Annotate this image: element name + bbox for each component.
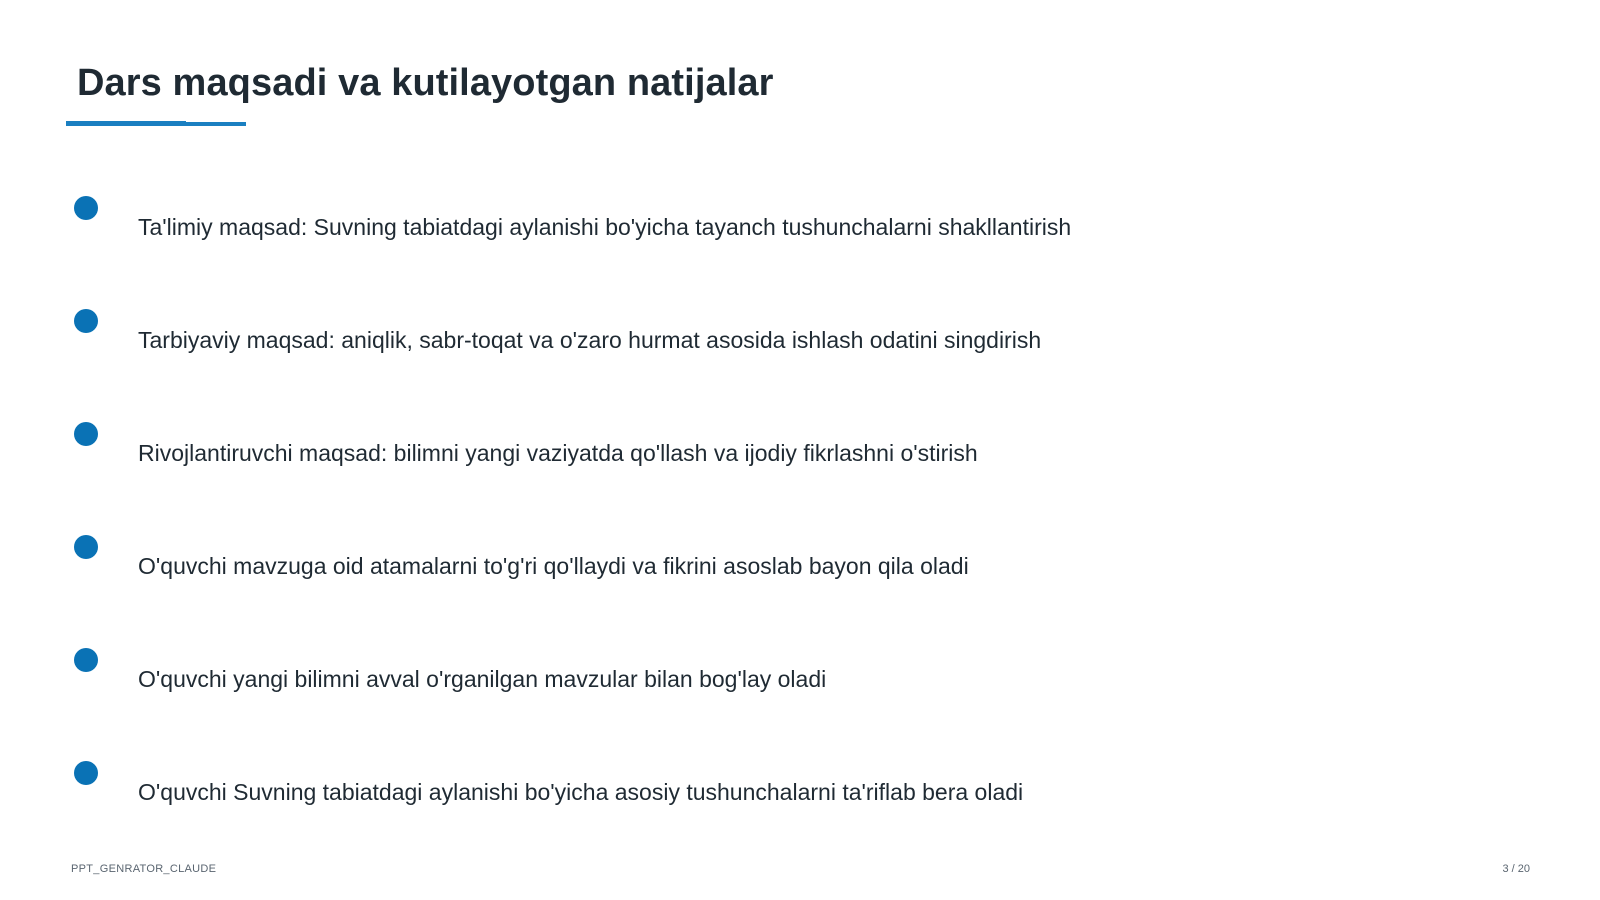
bullet-text: Rivojlantiruvchi maqsad: bilimni yangi vaziyatda qo'llash va ijodiy fikrlashni o'stirish xyxy=(138,440,978,466)
bullet-dot-icon xyxy=(74,309,98,333)
bullet-dot-icon xyxy=(74,422,98,446)
bullet-dot-icon xyxy=(74,761,98,785)
bullet-dot-icon xyxy=(74,535,98,559)
list-item xyxy=(0,422,1600,502)
bullet-dot-icon xyxy=(74,196,98,220)
bullet-text: Tarbiyaviy maqsad: aniqlik, sabr-toqat va o'zaro hurmat asosida ishlash odatini singdirish xyxy=(138,327,1042,353)
bullet-dot-icon xyxy=(74,648,98,672)
list-item xyxy=(0,761,1600,841)
page-indicator: 3 / 20 xyxy=(1502,863,1530,875)
list-item xyxy=(0,648,1600,728)
footer-label: PPT_GENRATOR_CLAUDE xyxy=(71,863,217,875)
slide-title: Dars maqsadi va kutilayotgan natijalar xyxy=(77,62,774,104)
list-item xyxy=(0,196,1600,276)
list-item xyxy=(0,309,1600,389)
bullet-text: O'quvchi Suvning tabiatdagi aylanishi bo'yicha asosiy tushunchalarni ta'riflab bera oladi xyxy=(138,779,1024,805)
bullet-text: O'quvchi mavzuga oid atamalarni to'g'ri qo'llaydi va fikrini asoslab bayon qila oladi xyxy=(138,553,969,579)
bullet-text: Ta'limiy maqsad: Suvning tabiatdagi aylanishi bo'yicha tayanch tushunchalarni shakllantirish xyxy=(138,214,1072,240)
bullet-text: O'quvchi yangi bilimni avval o'rganilgan mavzular bilan bog'lay oladi xyxy=(138,666,827,692)
list-item xyxy=(0,535,1600,615)
